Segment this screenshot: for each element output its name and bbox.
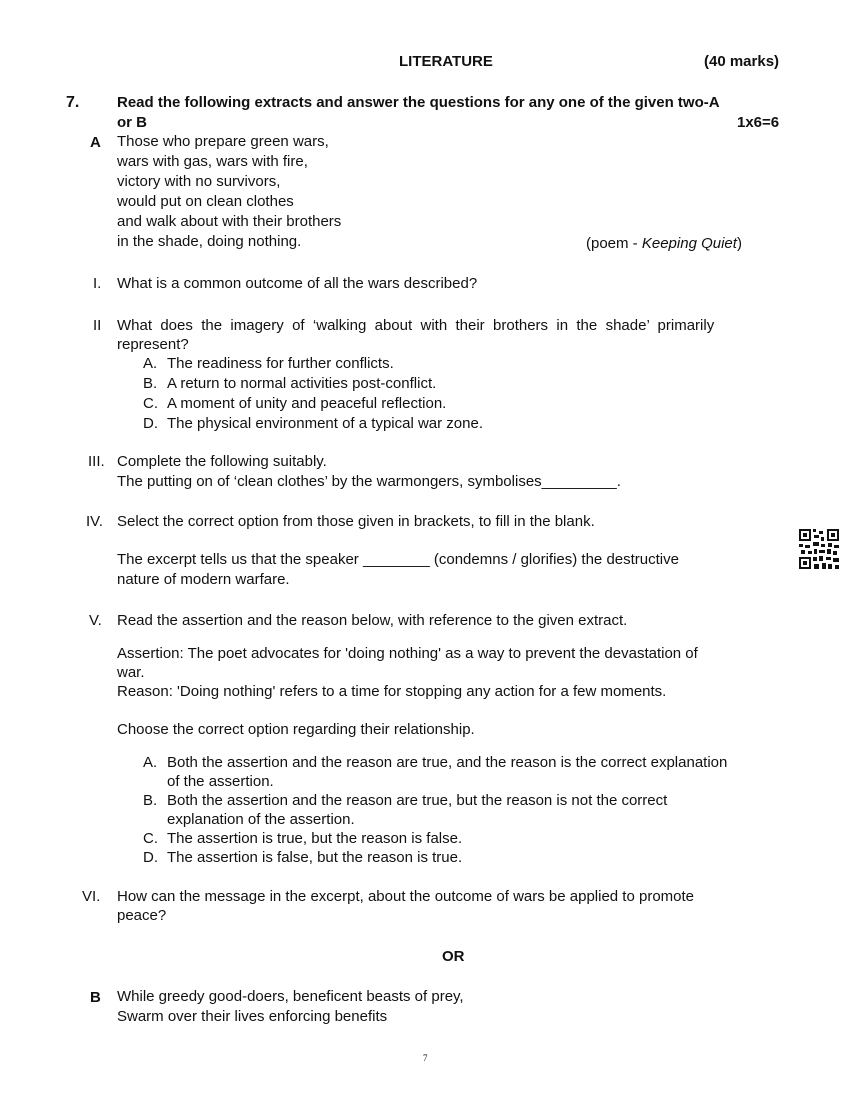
option-text: The assertion is true, but the reason is false. <box>167 830 463 847</box>
option-text: The readiness for further conflicts. <box>167 355 394 372</box>
qr-code-icon <box>799 529 839 569</box>
q1-number: I. <box>93 275 102 292</box>
option-letter: B. <box>143 792 158 809</box>
option-text: The physical environment of a typical war zone. <box>167 415 483 432</box>
question-instruction-line1: Read the following extracts and answer the questions for any one of the given two-A <box>117 94 720 111</box>
option-letter: C. <box>143 395 158 412</box>
poem-line: would put on clean clothes <box>117 193 294 210</box>
q3-number: III. <box>88 453 105 470</box>
option <box>143 414 483 434</box>
option <box>143 753 727 772</box>
extract-b-label: B <box>90 989 101 1006</box>
poem-line: Swarm over their lives enforcing benefits <box>117 1008 388 1025</box>
source-suffix: ) <box>736 235 742 252</box>
poem-line: wars with gas, wars with fire, <box>117 153 308 170</box>
option <box>143 354 483 374</box>
q1-text: What is a common outcome of all the wars described? <box>117 275 478 292</box>
q2-text-line2: represent? <box>117 336 189 353</box>
option-letter: C. <box>143 830 158 847</box>
or-divider: OR <box>442 948 465 965</box>
q5-number: V. <box>89 612 102 629</box>
q6-text-line1: How can the message in the excerpt, about the outcome of wars be applied to promote <box>117 888 695 905</box>
question-number: 7. <box>66 94 80 111</box>
option-text: A moment of unity and peaceful reflection. <box>167 395 447 412</box>
q3-text-line2: The putting on of ‘clean clothes’ by the warmongers, symbolises_________. <box>117 473 621 490</box>
extract-a-label: A <box>90 134 101 151</box>
option-letter: D. <box>143 415 158 432</box>
q6-text-line2: peace? <box>117 907 167 924</box>
q4-para-line2: nature of modern warfare. <box>117 571 290 588</box>
section-title: LITERATURE <box>399 53 493 70</box>
question-instruction-line2: or B <box>117 114 147 131</box>
q4-para-line1: The excerpt tells us that the speaker ________ (condemns / glorifies) the destructive <box>117 551 679 568</box>
option-letter: A. <box>143 754 158 771</box>
q2-number: II <box>93 317 102 334</box>
q4-number: IV. <box>86 513 103 530</box>
option-text: Both the assertion and the reason are true, but the reason is not the correct <box>167 792 668 809</box>
option-letter: D. <box>143 849 158 866</box>
q5-assertion-line1: Assertion: The poet advocates for 'doing nothing' as a way to prevent the devastation of <box>117 645 698 662</box>
poem-line: Those who prepare green wars, <box>117 133 329 150</box>
source-prefix: (poem - <box>586 235 642 252</box>
source-title: Keeping Quiet <box>641 235 737 252</box>
q2-text-line1: What does the imagery of ‘walking about with their brothers in the shade’ primarily <box>117 317 715 334</box>
q6-number: VI. <box>82 888 101 905</box>
extract-a-poem <box>117 132 341 252</box>
extract-a-source <box>586 235 742 252</box>
q5-assertion-line2: war. <box>117 664 145 681</box>
extract-b-poem <box>117 987 464 1027</box>
q5-choose: Choose the correct option regarding their relationship. <box>117 721 475 738</box>
poem-line: and walk about with their brothers <box>117 213 342 230</box>
question-marks: 1x6=6 <box>737 114 780 131</box>
option <box>143 848 727 867</box>
q4-text: Select the correct option from those given in brackets, to fill in the blank. <box>117 513 595 530</box>
option-text: Both the assertion and the reason are true, and the reason is the correct explanation <box>167 754 728 771</box>
option-letter: B. <box>143 375 158 392</box>
option-letter: A. <box>143 355 158 372</box>
q5-options <box>143 753 727 867</box>
option <box>143 829 727 848</box>
option <box>143 394 483 414</box>
page-number: 7 <box>423 1053 428 1063</box>
q2-options <box>143 354 483 434</box>
option-text: The assertion is false, but the reason is true. <box>167 849 463 866</box>
poem-line: victory with no survivors, <box>117 173 281 190</box>
q5-reason: Reason: 'Doing nothing' refers to a time for stopping any action for a few moments. <box>117 683 667 700</box>
option <box>143 791 727 810</box>
poem-line: While greedy good-doers, beneficent beasts of prey, <box>117 988 464 1005</box>
q3-text-line1: Complete the following suitably. <box>117 453 327 470</box>
poem-line: in the shade, doing nothing. <box>117 233 302 250</box>
option-text: A return to normal activities post-conflict. <box>167 375 437 392</box>
option-continuation: of the assertion. <box>167 773 274 790</box>
section-marks: (40 marks) <box>704 53 780 70</box>
q5-text: Read the assertion and the reason below, with reference to the given extract. <box>117 612 628 629</box>
option <box>143 374 483 394</box>
option-continuation: explanation of the assertion. <box>167 811 355 828</box>
